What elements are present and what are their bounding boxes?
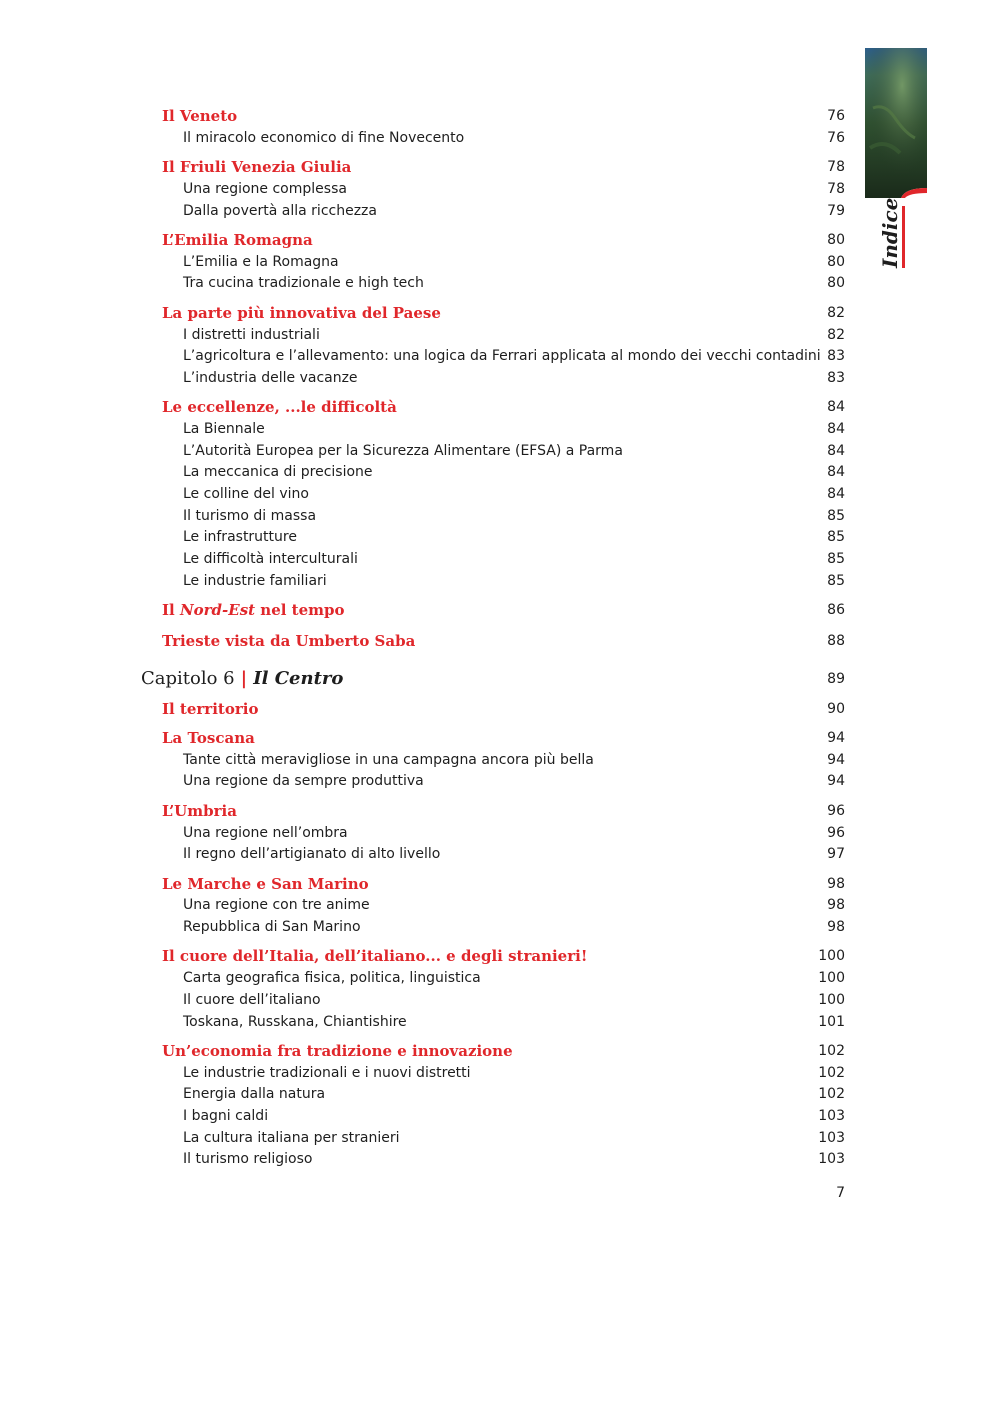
toc-entry[interactable]: La meccanica di precisione 84	[183, 464, 845, 480]
toc-entry[interactable]: Dalla povertà alla ricchezza 79	[183, 203, 845, 219]
toc-entry[interactable]: Il regno dell’artigianato di alto livello 97	[183, 846, 845, 862]
toc-entry[interactable]: L’industria delle vacanze 83	[183, 370, 845, 386]
toc-entry[interactable]: Una regione complessa 78	[183, 181, 845, 197]
toc-entry[interactable]: Tante città meravigliose in una campagna ancora più bella 94	[183, 752, 845, 768]
toc-section-economia[interactable]: Un’economia fra tradizione e innovazione 102	[162, 1042, 845, 1060]
toc-section-toscana[interactable]: La Toscana 94	[162, 729, 845, 747]
toc-entry[interactable]: La Biennale 84	[183, 421, 845, 437]
toc-entry[interactable]: Le difficoltà interculturali 85	[183, 551, 845, 567]
toc-entry[interactable]: I distretti industriali 82	[183, 327, 845, 343]
toc-section-veneto[interactable]: Il Veneto 76	[162, 107, 845, 125]
toc-entry[interactable]: Le infrastrutture 85	[183, 529, 845, 545]
toc-chapter-6[interactable]: Capitolo 6 | Il Centro 89	[141, 668, 845, 689]
toc-entry[interactable]: Tra cucina tradizionale e high tech 80	[183, 275, 845, 291]
toc-entry[interactable]: L’agricoltura e l’allevamento: una logica da Ferrari applicata al mondo dei vecchi contadini 83	[183, 348, 845, 364]
toc-section-umbria[interactable]: L’Umbria 96	[162, 802, 845, 820]
toc-section-friuli[interactable]: Il Friuli Venezia Giulia 78	[162, 158, 845, 176]
toc-section-eccellenze[interactable]: Le eccellenze, ...le difficoltà 84	[162, 398, 845, 416]
page-number: 7	[836, 1185, 845, 1201]
toc-entry[interactable]: Una regione con tre anime 98	[183, 897, 845, 913]
index-tab-text: Indice	[878, 197, 902, 268]
toc-section-nordest[interactable]: Il Nord-Est nel tempo 86	[162, 601, 845, 619]
toc-entry[interactable]: L’Autorità Europea per la Sicurezza Alimentare (EFSA) a Parma 84	[183, 443, 845, 459]
toc-entry[interactable]: Il miracolo economico di fine Novecento 76	[183, 130, 845, 146]
toc-entry[interactable]: I bagni caldi 103	[183, 1108, 845, 1124]
toc-section-territorio[interactable]: Il territorio 90	[162, 700, 845, 718]
toc-entry[interactable]: Il cuore dell’italiano 100	[183, 992, 845, 1008]
toc-entry[interactable]: Una regione da sempre produttiva 94	[183, 773, 845, 789]
toc-entry[interactable]: Carta geografica fisica, politica, linguistica 100	[183, 970, 845, 986]
toc-entry[interactable]: L’Emilia e la Romagna 80	[183, 254, 845, 270]
toc-entry[interactable]: Le colline del vino 84	[183, 486, 845, 502]
toc-section-trieste[interactable]: Trieste vista da Umberto Saba 88	[162, 632, 845, 650]
toc-entry[interactable]: La cultura italiana per stranieri 103	[183, 1130, 845, 1146]
toc-entry[interactable]: Le industrie tradizionali e i nuovi distretti 102	[183, 1065, 845, 1081]
toc-entry[interactable]: Toskana, Russkana, Chiantishire 101	[183, 1014, 845, 1030]
toc-entry[interactable]: Energia dalla natura 102	[183, 1086, 845, 1102]
toc-entry[interactable]: Repubblica di San Marino 98	[183, 919, 845, 935]
toc-entry[interactable]: Le industrie familiari 85	[183, 573, 845, 589]
toc-section-innovativa[interactable]: La parte più innovativa del Paese 82	[162, 304, 845, 322]
toc-section-emilia[interactable]: L’Emilia Romagna 80	[162, 231, 845, 249]
toc-section-marche[interactable]: Le Marche e San Marino 98	[162, 875, 845, 893]
toc-section-cuore[interactable]: Il cuore dell’Italia, dell’italiano... e degli stranieri! 100	[162, 947, 845, 965]
toc-entry[interactable]: Il turismo religioso 103	[183, 1151, 845, 1167]
toc-entry[interactable]: Una regione nell’ombra 96	[183, 825, 845, 841]
toc-entry[interactable]: Il turismo di massa 85	[183, 508, 845, 524]
